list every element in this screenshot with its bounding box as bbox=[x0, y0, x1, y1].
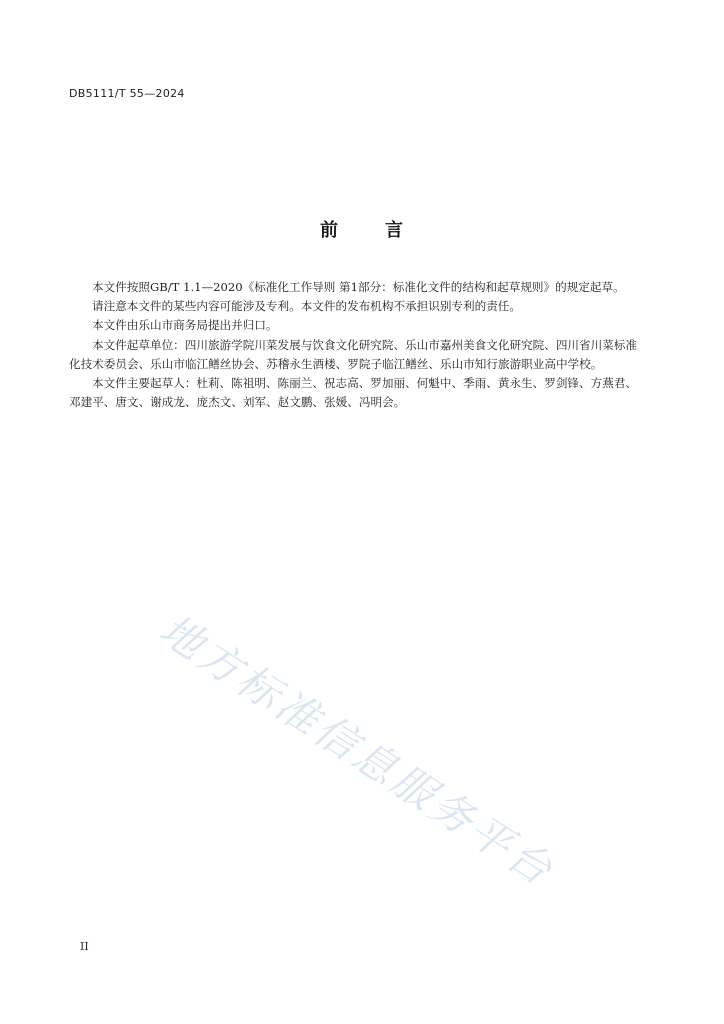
page-title bbox=[0, 216, 724, 242]
paragraph-proposer: 本文件由乐山市商务局提出并归口。 bbox=[92, 318, 278, 333]
paragraph-drafters: 本文件主要起草人：杜莉、陈祖明、陈丽兰、祝志高、罗加丽、何魁中、季雨、黄永生、罗剑锋、方燕君、邓建平、唐文、谢成龙、庞杰文、刘军、赵文鹏、张媛、冯明会。 bbox=[69, 376, 637, 410]
paragraph-patent-notice: 请注意本文件的某些内容可能涉及专利。本文件的发布机构不承担识别专利的责任。 bbox=[92, 299, 521, 314]
title-char-1: 前 bbox=[320, 220, 339, 241]
title-char-2: 言 bbox=[385, 220, 404, 241]
document-code: DB5111/T 55—2024 bbox=[69, 87, 185, 100]
foreword-body bbox=[69, 278, 637, 412]
paragraph-drafting-rules: 本文件按照GB/T 1.1—2020《标准化工作导则 第1部分：标准化文件的结构和起草规则》的规定起草。 bbox=[92, 280, 625, 294]
watermark: 地方标准信息服务平台 bbox=[150, 604, 564, 897]
paragraph-drafting-units: 本文件起草单位：四川旅游学院川菜发展与饮食文化研究院、乐山市嘉州美食文化研究院、四川省川菜标准化技术委员会、乐山市临江鳝丝协会、苏稽永生酒楼、罗院子临江鳝丝、乐山市知行旅游职业高中学校。 bbox=[69, 337, 637, 371]
page-number: II bbox=[80, 940, 89, 953]
